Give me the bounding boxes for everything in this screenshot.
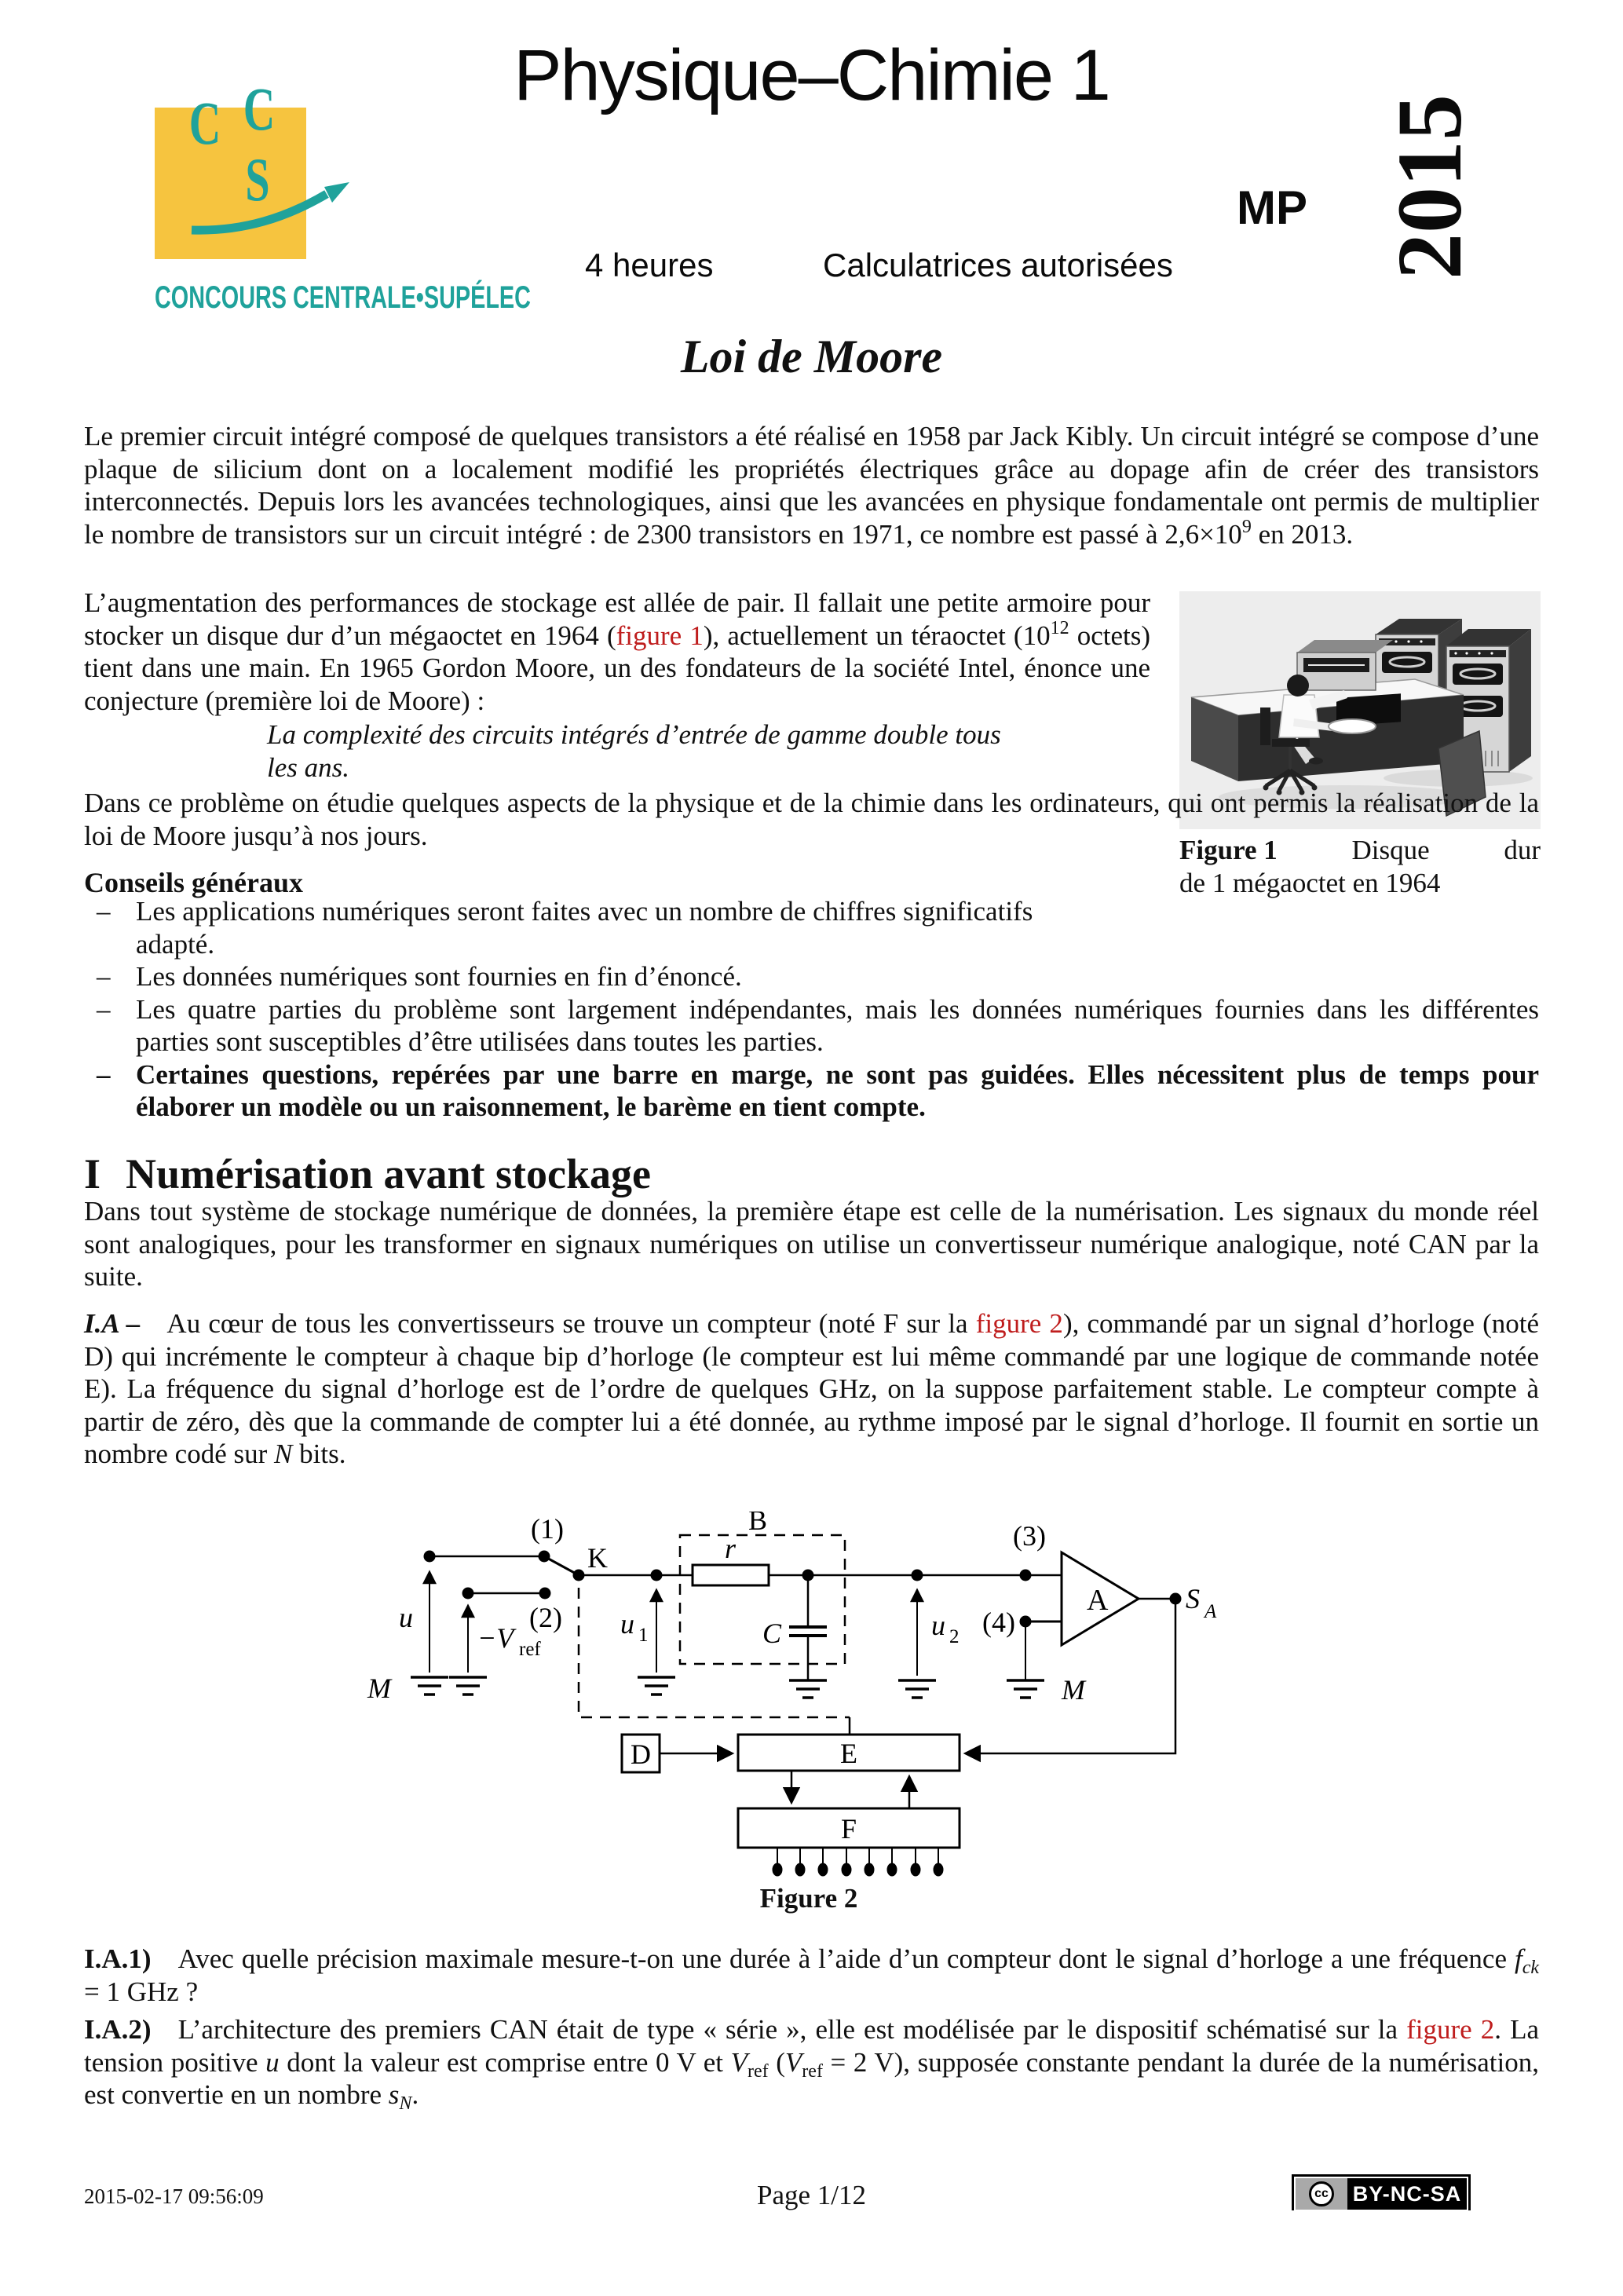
figure1-caption-word2: dur	[1504, 835, 1541, 865]
block-b-label: B	[748, 1512, 768, 1536]
block-d-label: D	[631, 1738, 651, 1770]
u1-label: u	[620, 1608, 634, 1640]
calculators-notice: Calculatrices autorisées	[823, 247, 1173, 283]
quote-line1: La complexité des circuits intégrés d’entrée de gamme double tous	[267, 719, 1001, 750]
exam-duration: 4 heures	[585, 247, 714, 283]
vref-label: −V	[477, 1622, 514, 1654]
ground-m-left-label: M	[367, 1673, 391, 1704]
logo-letter-s: S	[245, 144, 270, 214]
section-1-heading	[84, 1150, 651, 1198]
block-e-label: E	[840, 1738, 857, 1769]
terminal-1-label: (1)	[531, 1513, 564, 1545]
node4-branch	[1025, 1621, 1062, 1680]
ia2-text: L’architecture des premiers CAN était de type « série », elle est modélisée par le dispositif schématisé sur la	[177, 2014, 1407, 2045]
footer-timestamp: 2015-02-17 09:56:09	[84, 2184, 264, 2208]
logo-arrowhead-icon	[324, 182, 349, 203]
subject-title: Physique–Chimie 1	[514, 35, 1109, 115]
list-item	[84, 1058, 1539, 1124]
capacitor-c-label: C	[762, 1618, 781, 1649]
list-item	[84, 960, 1539, 993]
ia-end: bits.	[292, 1439, 346, 1469]
u-label: u	[399, 1602, 413, 1633]
counter-output-pins	[777, 1848, 938, 1864]
section-title: Numérisation avant stockage	[126, 1150, 651, 1197]
switch-k[interactable]	[430, 1556, 579, 1593]
list-item	[84, 895, 1539, 960]
advice-1-line1: Les applications numériques seront faites avec un nombre de chiffres significatifs	[136, 896, 1033, 927]
ia2-vref2-subscript: ref	[802, 2060, 823, 2082]
dash-icon: –	[97, 1058, 111, 1090]
ia-n-variable: N	[274, 1439, 293, 1469]
figure1-caption-label: Figure 1	[1179, 835, 1278, 865]
intro-paragraph-2	[84, 587, 1150, 717]
intro-paragraph-1	[84, 420, 1539, 550]
terminal-4-label: (4)	[982, 1607, 1015, 1638]
block-f-label: F	[840, 1813, 857, 1844]
advice-2-text: Les données numériques sont fournies en fin d’énoncé.	[136, 961, 742, 992]
switch-k-label: K	[587, 1542, 608, 1574]
cc-license-text: BY-NC-SA	[1352, 2181, 1462, 2206]
resistor-r	[693, 1565, 769, 1585]
list-item	[84, 993, 1539, 1058]
figure2-caption: Figure 2	[759, 1883, 858, 1914]
p2-text: L’augmentation des performances de stockage est allée de pair. Il fallait une petite armoire pour stocker un disque dur d’un mégaoctet en 1964 (	[84, 587, 1150, 651]
u2-subscript: 2	[949, 1626, 960, 1647]
page-number: Page 1/12	[756, 2180, 866, 2210]
cc-icon: cc	[1309, 2181, 1334, 2206]
cc-logo-area	[1296, 2178, 1347, 2210]
counter-output-dots	[773, 1863, 944, 1877]
sa-subscript: A	[1204, 1601, 1217, 1622]
ground-icon	[1007, 1680, 1044, 1698]
dash-icon: –	[97, 961, 111, 992]
figure1-caption-line2: de 1 mégaoctet en 1964	[1179, 867, 1441, 898]
cc-license-badge[interactable]	[1292, 2174, 1471, 2210]
logo-yellow-square	[155, 108, 306, 259]
comparator-a-label: A	[1087, 1584, 1109, 1617]
ia2-end: .	[411, 2079, 419, 2110]
p2-mid: ), actuellement un téraoctet (10	[703, 620, 1051, 651]
ia2-vref-subscript: ref	[747, 2060, 769, 2082]
ground-icon	[638, 1677, 675, 1695]
quote-line2: les ans.	[267, 751, 349, 783]
logo-letter-c1: C	[188, 88, 221, 158]
ground-m-right-label: M	[1062, 1674, 1085, 1706]
ia1-f-variable: f	[1514, 1943, 1522, 1974]
intro-paragraph-3: Dans ce problème on étudie quelques aspects de la physique et de la chimie dans les ordinateurs, qui ont permis la réalisation de la loi de Moore jusqu’à nos jours.	[84, 788, 1539, 851]
section1-paragraph: Dans tout système de stockage numérique de données, la première étape est celle de la numérisation. Les signaux du monde réel sont analogiques, pour les transformer en signaux numériques on utilise un convertisseur numérique analogique, noté CAN par la suite.	[84, 1196, 1539, 1292]
p1-end: en 2013.	[1251, 518, 1354, 550]
ia1-end: = 1 GHz ?	[84, 1976, 199, 2007]
ia2-mid3: (	[768, 2046, 785, 2078]
document-title: Loi de Moore	[680, 331, 943, 382]
logo-letter-c2: C	[243, 75, 276, 144]
sa-label: S	[1186, 1583, 1200, 1614]
p2-end: octets) tient dans une main. En 1965 Gordon Moore, un des fondateurs de la société Intel, énonce une conjecture (première loi de Moore) :	[84, 620, 1150, 716]
ia2-mid4: = 2 V), supposée constante pendant la durée de la numérisation, est convertie en un nombre	[84, 2046, 1539, 2110]
u1-subscript: 1	[638, 1625, 649, 1646]
advice-list	[84, 895, 1539, 1124]
organisation-name: CONCOURS CENTRALE•SUPÉLEC	[155, 280, 531, 315]
p2-exponent: 12	[1050, 617, 1069, 638]
ia2-s-subscript: N	[399, 2093, 412, 2114]
question-ia2-label: I.A.2)	[84, 2014, 152, 2045]
section-number: I	[84, 1150, 101, 1197]
ia-text: Au cœur de tous les convertisseurs se trouve un compteur (noté F sur la	[166, 1308, 976, 1339]
figure1-caption-word1: Disque	[1351, 835, 1430, 865]
question-ia2	[84, 2013, 1539, 2114]
moore-law-quote	[267, 718, 1256, 784]
ia-mid: ), commandé par un signal d’horloge (noté D) qui incrémente le compteur à chaque bip d’horloge (le compteur est lui même commandé par une logique de commande notée E). La fréquence du signal d’horloge est de l’ordre de quelques GHz, on la suppose parfaitement stable. Le compteur compte à partir de zéro, dès que la commande de compter lui a été donnée, au rythme imposé par le signal d’horloge. Il fournit en sortie un nombre codé sur	[84, 1308, 1539, 1469]
terminal-3-label: (3)	[1013, 1520, 1046, 1552]
ia1-text: Avec quelle précision maximale mesure-t-on une durée à l’aide d’un compteur dont le signal d’horloge a une fréquence	[177, 1943, 1515, 1974]
figure2-link[interactable]: figure 2	[1406, 2014, 1495, 2045]
p1-exponent: 9	[1241, 516, 1252, 537]
question-ia1	[84, 1943, 1539, 2008]
terminal-2-label: (2)	[529, 1602, 562, 1633]
advice-1-line2: adapté.	[136, 928, 215, 960]
resistor-r-label: r	[724, 1533, 737, 1564]
ia2-vref2-variable: V	[784, 2046, 802, 2078]
advice-heading: Conseils généraux	[84, 867, 303, 898]
vref-subscript: ref	[519, 1639, 541, 1660]
figure2-diagram	[353, 1512, 1264, 1947]
ground-icon	[789, 1680, 827, 1698]
dash-icon: –	[97, 896, 111, 927]
ia1-f-subscript: ck	[1522, 1958, 1539, 1978]
question-ia-paragraph	[84, 1307, 1539, 1471]
ia2-mid1: . La tension positive	[84, 2014, 1539, 2078]
advice-3-text: Les quatre parties du problème sont largement indépendantes, mais les données numériques fournies dans les différentes parties sont susceptibles d’être utilisées dans toutes les parties.	[136, 993, 1539, 1057]
p1-text: Le premier circuit intégré composé de quelques transistors a été réalisé en 1958 par Jack Kibly. Un circuit intégré se compose d’une plaque de silicium dont on a localement modifié les propriétés électriques grâce au dopage afin de créer des transistors interconnectés. Depuis lors les avancées technologiques, ainsi que les avancées en physique fondamentale ont permis de multiplier le nombre de transistors sur un circuit intégré : de 2300 transistors en 1971, ce nombre est passé à 2,6×10	[84, 421, 1539, 550]
ia2-s-variable: s	[388, 2079, 400, 2110]
dash-icon: –	[97, 993, 111, 1025]
question-ia1-label: I.A.1)	[84, 1943, 152, 1974]
ia2-vref-variable: V	[730, 2046, 748, 2078]
ia2-u-variable: u	[265, 2046, 280, 2078]
advice-4-text: Certaines questions, repérées par une barre en marge, ne sont pas guidées. Elles nécessitent plus de temps pour élaborer un modèle ou un raisonnement, le barème en tient compte.	[136, 1058, 1539, 1122]
ground-icon	[898, 1680, 936, 1698]
year-sidebar: 2015	[1378, 94, 1481, 280]
figure2-link[interactable]: figure 2	[975, 1308, 1063, 1339]
track-label: MP	[1237, 181, 1307, 234]
figure1-link[interactable]: figure 1	[616, 620, 704, 651]
ground-icon	[449, 1677, 487, 1695]
question-ia-label: I.A –	[84, 1308, 141, 1339]
ia2-mid2: dont la valeur est comprise entre 0 V et	[279, 2046, 731, 2078]
ground-icon	[411, 1677, 448, 1695]
u2-label: u	[931, 1610, 945, 1641]
